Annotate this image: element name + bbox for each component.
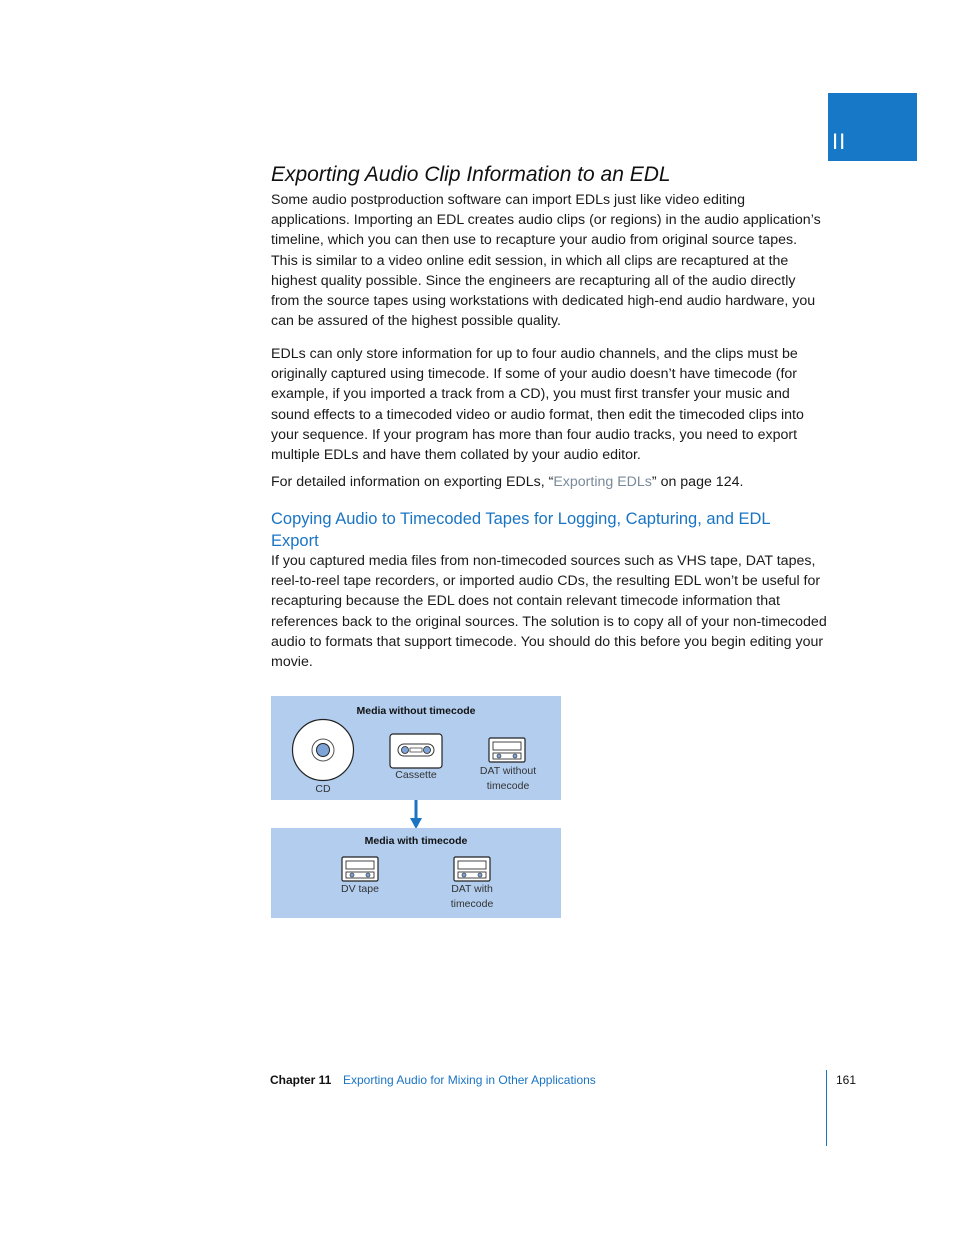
crossref-text-before: For detailed information on exporting EDLs, “	[271, 474, 554, 490]
label-line: DAT without	[479, 765, 537, 777]
dat-tape-icon	[488, 737, 526, 763]
subsection-title: Copying Audio to Timecoded Tapes for Logging, Capturing, and EDL Export	[271, 510, 770, 550]
label-line: timecode	[486, 780, 530, 792]
body-paragraph: If you captured media files from non-timecoded sources such as VHS tape, DAT tapes, reel-to-reel tape recorders, or imported audio CDs, the resulting EDL won’t be useful for recapturing because the EDL does not contain relevant timecode information that references back to the original sources. The solution is to copy all of your non-timecoded audio to formats that support timecode. You should do this before you begin editing your movie.	[271, 553, 827, 671]
dat-without-timecode-label	[463, 764, 553, 794]
label-line: DAT with	[451, 883, 493, 895]
cd-icon	[291, 718, 355, 782]
dv-tape-icon	[341, 856, 379, 882]
footer-divider	[826, 1070, 827, 1146]
crossref-paragraph	[271, 472, 827, 492]
dv-tape-label: DV tape	[341, 883, 379, 895]
box-title: Media without timecode	[356, 705, 476, 717]
media-conversion-figure	[271, 695, 562, 919]
part-tab	[828, 93, 917, 161]
crossref-text-after: ” on page 124.	[651, 474, 744, 490]
media-without-timecode-box	[271, 696, 561, 800]
cassette-icon	[389, 733, 443, 769]
part-tab-label: II	[832, 129, 847, 154]
down-arrow-icon	[409, 800, 423, 830]
body-paragraph: Some audio postproduction software can import EDLs just like video editing applications. Importing an EDL creates audio clips (or regions) in the audio application’s timeline, which you can then use to recapture your audio from original source tapes. This is similar to a video online edit session, in which all clips are recaptured at the highest quality possible. Since the engineers are recapturing all of the audio directly from the source tapes using workstations with dedicated high-end audio hardware, you can be assured of the highest possible quality.	[271, 192, 821, 330]
body-paragraph: EDLs can only store information for up to four audio channels, and the clips must be originally captured using timecode. If some of your audio doesn’t have timecode (for example, if you imported a track from a CD), you must first transfer your music and sound effects to a timecoded video or audio format, then edit the timecoded clips into your sequence. If your program has more than four audio tracks, you need to export multiple EDLs and have them collated by your audio editor.	[271, 346, 804, 464]
crossref-link[interactable]: Exporting EDLs	[553, 474, 652, 490]
footer-chapter-title: Exporting Audio for Mixing in Other Applications	[343, 1073, 596, 1087]
cassette-label: Cassette	[395, 769, 437, 781]
dat-with-timecode-label	[432, 882, 512, 912]
page-number: 161	[836, 1073, 857, 1087]
cd-label: CD	[315, 783, 331, 795]
label-line: timecode	[450, 898, 494, 910]
media-with-timecode-box	[271, 828, 561, 918]
footer-chapter: Chapter 11	[270, 1073, 332, 1087]
dat-tape-icon	[453, 856, 491, 882]
box-title: Media with timecode	[364, 835, 468, 847]
section-title: Exporting Audio Clip Information to an EDL	[271, 163, 671, 186]
